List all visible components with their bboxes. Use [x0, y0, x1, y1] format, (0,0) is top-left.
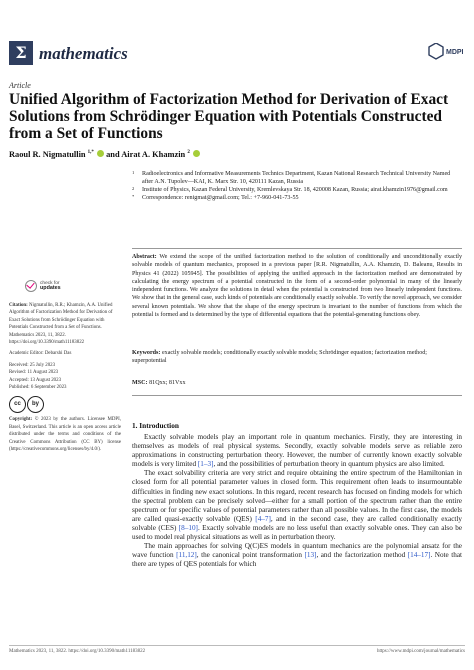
- citation-link[interactable]: [14–17]: [407, 551, 431, 560]
- abstract-text: We extend the scope of the unified factorization method to the solution of conditionally and unconditionally exactly solvable models of quantum mechanics, proposed in a previous paper [R.R. Nigmatullin, A.A. Khamzin, D. Baleanu, Results in Physics 41 (2022) 105945]. The possibilities of applying the unified approach in the factorization method are demonstrated by calculating the energy spectrum of a potential constructed in the form of a second-order polynomial in many of the linearly independent functions. We analyze the solutions in detail when the potential is constructed from two linearly independent functions. We show that in the general case, such kinds of potentials are conditionally exactly solvable. To verify the novel approach, we consider several known potentials. We show that the shape of the energy spectrum is invariant to the number of functions from which the potential is formed and is determined by the type of differential equations that the potential-generating functions obey.: [132, 254, 463, 319]
- affiliation-number: 2: [132, 186, 135, 191]
- citation-label: Citation:: [9, 303, 28, 308]
- author-affiliation-mark: 1,*: [87, 150, 94, 156]
- citation-link[interactable]: [1–3]: [197, 460, 214, 469]
- journal-logo-icon: Σ: [9, 41, 33, 65]
- svg-text:MDPI: MDPI: [446, 49, 463, 56]
- affiliations: [132, 170, 462, 202]
- citation-link[interactable]: [11,12]: [176, 551, 197, 560]
- abstract-label: Abstract:: [132, 254, 157, 260]
- author-affiliation-mark: 2: [187, 150, 190, 156]
- citation-link[interactable]: [8–10]: [178, 523, 198, 532]
- author-name[interactable]: Raoul R. Nigmatullin: [9, 150, 86, 159]
- affiliation-item: [132, 170, 462, 186]
- divider: [132, 395, 462, 396]
- orcid-icon[interactable]: [97, 150, 104, 157]
- copyright-text: © 2023 by the authors. Licensee MDPI, Basel, Switzerland. This article is an open access article distributed under the terms and conditions of the Creative Commons Attribution (CC BY) license (https://creativecommons.org/licenses/by/4.0/).: [9, 417, 121, 453]
- msc-codes: [132, 380, 186, 386]
- abstract: [132, 253, 462, 319]
- paragraph: The exact solvability criteria are very strict and require obtaining the entire spectrum of the Hamiltonian in closed form for all potential parameter values in closed form. This requirement often leads to insurmountable difficulties in finding new exact solutions. In this regard, recent research has focused on finding models for which the spectral problem can be precisely solved—either for a small portion of the spectrum rather than the entire spectrum or for specific values of potential parameters rather than all possible values. In the first case, the models are called quasi-exactly solvable (QES) [4–7], and in the second case, they are called conditionally exactly solvable (CES) [8–10]. Exactly solvable models are no less useful than exactly solvable ones. They can also be used to model real physical situations as well as in perturbation theory.: [132, 469, 463, 542]
- copyright-notice: [9, 416, 121, 453]
- footer-journal-link[interactable]: https://www.mdpi.com/journal/mathematics: [377, 649, 465, 654]
- date-revised: Revised: 11 August 2023: [9, 370, 59, 376]
- copyright-label: Copyright:: [9, 417, 33, 423]
- msc-text: 81Qxx; 81Vxx: [149, 380, 186, 386]
- affiliation-number: *: [132, 194, 135, 199]
- affiliation-text: Institute of Physics, Kazan Federal University, Kremlevskaya Str. 18, 420008 Kazan, Russia; airat.khamzin1976@gmail.com: [142, 187, 448, 193]
- date-published: Published: 6 September 2023: [9, 385, 67, 391]
- cc-by-icon: by: [27, 396, 44, 413]
- introduction-body: [132, 433, 462, 569]
- publication-dates: [9, 362, 121, 392]
- citation: [9, 302, 121, 346]
- keywords-label: Keywords:: [132, 350, 161, 356]
- mdpi-logo: [427, 43, 463, 61]
- article-type: Article: [9, 81, 31, 90]
- footer-citation[interactable]: Mathematics 2023, 11, 3822. https://doi.org/10.3390/math11183822: [9, 649, 146, 654]
- cc-license-badge[interactable]: [9, 396, 121, 413]
- affiliation-item: [132, 186, 462, 194]
- divider: [132, 248, 462, 249]
- citation-text: Nigmatullin, R.R.; Khamzin, A.A. Unified Algorithm of Factorization Method for Derivation of Exact Solutions from Schrödinger Equation with Potentials Constructed from a Set of Functions. Mathematics 2023, 11, 3822. https://doi.org/10.3390/math11183822: [9, 303, 113, 346]
- date-received: Received: 25 July 2023: [9, 362, 56, 368]
- author-name[interactable]: Airat A. Khamzin: [121, 150, 186, 159]
- affiliation-text: Radioelectronics and Informative Measurements Technics Department, Kazan National Research Technical University Named after A.N. Tupolev—KAI, K. Marx Str. 10, 420111 Kazan, Russia: [142, 171, 451, 185]
- journal-name: mathematics: [39, 44, 128, 63]
- article-info-sidebar: [9, 279, 121, 454]
- cc-icon: cc: [9, 396, 26, 413]
- keywords-text: exactly solvable models; conditionally exactly solvable models; Schrödinger equation; factorization method; superpotential: [132, 350, 427, 365]
- check-for-updates-button[interactable]: [9, 279, 121, 297]
- affiliation-item: [132, 194, 462, 202]
- section-heading: 1. Introduction: [132, 421, 179, 430]
- academic-editor-name: Debarshi Das: [44, 351, 72, 357]
- journal-header: [9, 41, 465, 67]
- check-updates-label: check for updates: [40, 281, 61, 292]
- footer-divider: [9, 645, 465, 646]
- academic-editor-label: Academic Editor:: [9, 351, 44, 357]
- citation-link[interactable]: [4–7]: [255, 514, 271, 523]
- author-joiner: and: [106, 150, 122, 159]
- keywords: [132, 349, 462, 366]
- msc-label: MSC:: [132, 380, 148, 386]
- author-list: [9, 150, 200, 159]
- academic-editor: [9, 350, 121, 357]
- date-accepted: Accepted: 13 August 2023: [9, 377, 62, 383]
- citation-link[interactable]: [13]: [304, 551, 317, 560]
- check-updates-icon: [25, 280, 37, 292]
- affiliation-text: Correspondence: renigmat@gmail.com; Tel.: +7-960-041-73-55: [142, 195, 299, 201]
- affiliation-number: 1: [132, 170, 135, 175]
- paragraph: Exactly solvable models play an important role in quantum mechanics. Firstly, they are interesting in themselves as models of real physical systems. Secondly, exactly solvable models serve as reliable zero approximations in constructing perturbation theory. However, the number of currently known exactly solvable models is very limited [1–3], and the possibilities of perturbation theory in quantum physics are also limited.: [132, 433, 462, 469]
- orcid-icon[interactable]: [193, 150, 200, 157]
- paragraph: The main approaches for solving Q(C)ES models in quantum mechanics are the polynomial ansatz for the wave function [11,12], the canonical point transformation [13], and the factorization method [14–17]. Note that there are types of QES potentials for which: [132, 542, 463, 569]
- paper-title: Unified Algorithm of Factorization Method for Derivation of Exact Solutions from Schrödinger Equation with Potentials Constructed from a Set of Functions: [9, 91, 449, 142]
